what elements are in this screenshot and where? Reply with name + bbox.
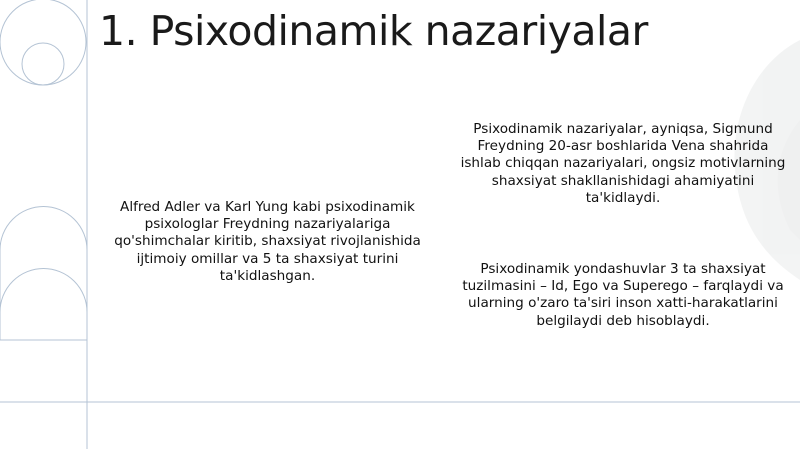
- slide-title: 1. Psixodinamik nazariyalar: [99, 7, 648, 55]
- arc-bottom: [0, 269, 87, 313]
- paragraph-followers: Alfred Adler va Karl Yung kabi psixodinamik psixologlar Freydning nazariyalariga qo'shimchalar kiritib, shaxsiyat rivojlanishida ijtimoiy omillar va 5 ta shaxsiyat turini ta'kidlashgan.: [114, 199, 421, 284]
- arc-top: [0, 207, 87, 251]
- paragraph-structure: Psixodinamik yondashuvlar 3 ta shaxsiyat tuzilmasini – Id, Ego va Superego – farqlaydi va ularning o'zaro ta'siri inson xatti-harakatlarini belgilaydi deb hisoblaydi.: [462, 261, 784, 329]
- paragraph-definition: Psixodinamik nazariyalar, ayniqsa, Sigmund Freydning 20-asr boshlarida Vena shahrida ishlab chiqqan nazariyalari, ongsiz motivlarning shaxsiyat shakllanishidagi ahamiyatini ta'kidlaydi.: [460, 121, 786, 206]
- inner-circle: [22, 43, 64, 85]
